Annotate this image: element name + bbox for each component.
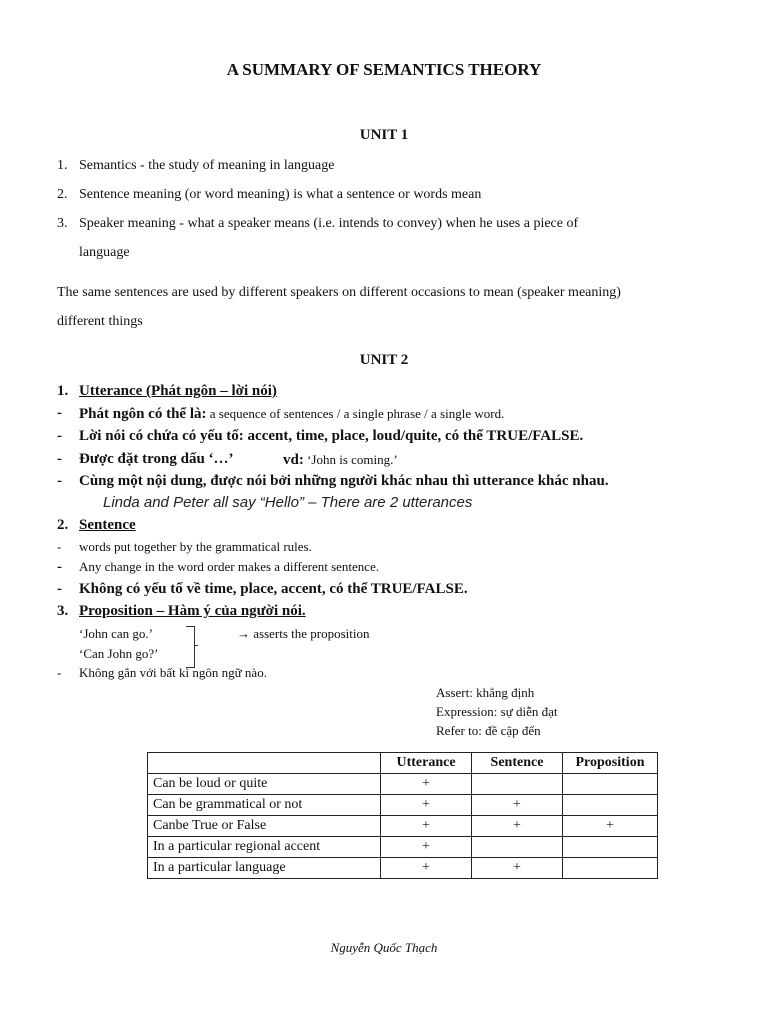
table-cell: + (381, 837, 472, 858)
table-row (148, 816, 658, 837)
bullet-rest: a sequence of sentences / a single phrase / a single word. (206, 406, 505, 421)
table-cell (472, 774, 563, 795)
bullet-dash: - (57, 539, 62, 554)
example-text: Linda and Peter all say “Hello” – There are 2 utterances (103, 494, 473, 511)
table-cell: + (381, 774, 472, 795)
table-cell: In a particular regional accent (148, 837, 381, 858)
bullet-bold: Phát ngôn có thể là: (79, 406, 207, 422)
table-cell: + (381, 795, 472, 816)
bullet-item: Cùng một nội dung, được nói bởi những người khác nhau thì utterance khác nhau. (79, 473, 609, 489)
paragraph-line: different things (57, 314, 143, 329)
bullet-item: Không gắn với bất kì ngôn ngữ nào. (79, 665, 267, 680)
section-number: 1. (57, 383, 69, 399)
list-number: 3. (57, 216, 68, 231)
comparison-table (147, 752, 658, 879)
list-item-continuation: language (79, 245, 130, 260)
table-header-cell: Utterance (381, 753, 472, 774)
author-footer: Nguyễn Quốc Thạch (330, 940, 438, 955)
bullet-item: Lời nói có chứa có yếu tố: accent, time, place, loud/quite, có thể TRUE/FALSE. (79, 428, 584, 444)
paragraph-line: The same sentences are used by different speakers on different occasions to mean (speaker meaning) (57, 285, 621, 300)
unit1-heading: UNIT 1 (359, 127, 409, 143)
table-cell: Can be loud or quite (148, 774, 381, 795)
table-row (148, 858, 658, 879)
table-row (148, 774, 658, 795)
table-cell (472, 837, 563, 858)
section-title-utterance: Utterance (Phát ngôn – lời nói) (79, 383, 277, 399)
bullet-item: Được đặt trong dấu ‘…’ (79, 451, 234, 467)
table-cell: + (472, 858, 563, 879)
proposition-example-2: ‘Can John go?’ (79, 646, 159, 661)
table-cell: In a particular language (148, 858, 381, 879)
table-header-row (148, 753, 658, 774)
bullet-dash: - (57, 473, 62, 489)
section-number: 2. (57, 517, 69, 533)
table-row (148, 837, 658, 858)
table-cell (563, 858, 658, 879)
gloss-line: Expression: sự diễn đạt (436, 704, 558, 719)
bullet-dash: - (57, 451, 62, 467)
document-title: A SUMMARY OF SEMANTICS THEORY (226, 60, 542, 79)
section-number: 3. (57, 603, 69, 619)
table-cell: Canbe True or False (148, 816, 381, 837)
proposition-example-1: ‘John can go.’ (79, 626, 154, 641)
list-item: Speaker meaning - what a speaker means (i.e. intends to convey) when he uses a piece of (79, 216, 579, 231)
bullet-dash: - (57, 665, 62, 680)
gloss-line: Refer to: đề cập đến (436, 723, 541, 738)
table-cell: Can be grammatical or not (148, 795, 381, 816)
table-cell (563, 795, 658, 816)
bracket-tick (194, 645, 198, 646)
asserts-note: → asserts the proposition (237, 626, 370, 641)
table-header-cell: Proposition (563, 753, 658, 774)
table-cell: + (381, 858, 472, 879)
bullet-item (79, 405, 504, 423)
table-cell (563, 774, 658, 795)
table-cell: + (563, 816, 658, 837)
table-cell (563, 837, 658, 858)
bullet-item: Không có yếu tố về time, place, accent, có thể TRUE/FALSE. (79, 581, 468, 597)
section-title-sentence: Sentence (79, 517, 136, 533)
table-header-cell: Sentence (472, 753, 563, 774)
list-number: 1. (57, 158, 68, 173)
vd-example: ‘John is coming.’ (303, 452, 398, 467)
table-cell: + (381, 816, 472, 837)
gloss-line: Assert: khẳng định (436, 685, 535, 700)
table-cell: + (472, 795, 563, 816)
bullet-dash: - (57, 581, 62, 597)
table-header-cell (148, 753, 381, 774)
bullet-item: words put together by the grammatical rules. (79, 539, 312, 554)
list-item: Semantics - the study of meaning in language (79, 158, 335, 173)
bullet-dash: - (57, 559, 62, 575)
bullet-dash: - (57, 428, 62, 444)
list-number: 2. (57, 187, 68, 202)
list-item: Sentence meaning (or word meaning) is what a sentence or words mean (79, 187, 482, 202)
bullet-dash: - (57, 405, 62, 421)
bullet-item: Any change in the word order makes a different sentence. (79, 559, 380, 574)
unit2-heading: UNIT 2 (359, 352, 409, 368)
bracket-icon (186, 626, 195, 668)
vd-label: vd: (283, 452, 304, 468)
table-cell: + (472, 816, 563, 837)
section-title-proposition: Proposition – Hàm ý của người nói. (79, 603, 306, 619)
table-row (148, 795, 658, 816)
example-inline (283, 451, 398, 469)
